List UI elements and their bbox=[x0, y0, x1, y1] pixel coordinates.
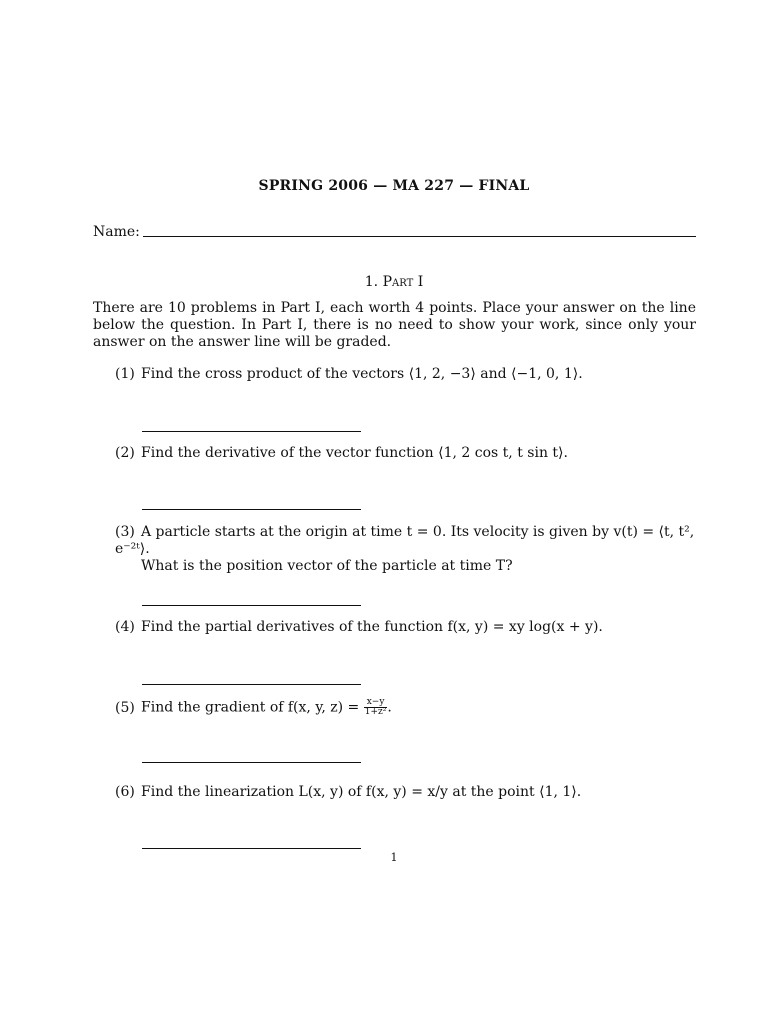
problem-text: Find the derivative of the vector function ⟨1, 2 cos t, t sin t⟩. bbox=[141, 445, 568, 461]
problem-text: Find the linearization L(x, y) of f(x, y) = x/y at the point ⟨1, 1⟩. bbox=[141, 784, 582, 800]
problem-number: (4) bbox=[115, 619, 135, 635]
answer-line-3[interactable] bbox=[142, 605, 361, 606]
problem-text: Find the gradient of f(x, y, z) = bbox=[141, 699, 360, 716]
problem-text-continued: What is the position vector of the particle at time T? bbox=[141, 558, 513, 574]
instructions-paragraph: There are 10 problems in Part I, each worth 4 points. Place your answer on the line below the question. In Part I, there is no need to show your work, since only your answer on the answer line will be graded. bbox=[93, 300, 696, 350]
problem-5 bbox=[115, 698, 700, 717]
problem-3 bbox=[115, 524, 700, 575]
problem-2 bbox=[115, 445, 700, 462]
problem-text-end: . bbox=[387, 699, 392, 716]
problem-text: Find the cross product of the vectors ⟨1, 2, −3⟩ and ⟨−1, 0, 1⟩. bbox=[141, 366, 583, 382]
section-title: Part I bbox=[382, 274, 424, 290]
answer-line-1[interactable] bbox=[142, 431, 361, 432]
problem-number: (6) bbox=[115, 784, 135, 800]
problem-1 bbox=[115, 366, 700, 383]
fraction-numerator: x−y bbox=[364, 698, 388, 708]
problem-text: Find the partial derivatives of the function f(x, y) = xy log(x + y). bbox=[141, 619, 603, 635]
name-answer-line[interactable] bbox=[143, 236, 696, 237]
problem-number: (5) bbox=[115, 699, 135, 716]
answer-line-5[interactable] bbox=[142, 762, 361, 763]
problem-6 bbox=[115, 784, 700, 801]
fraction-denominator: 1+z² bbox=[364, 707, 387, 717]
problem-number: (1) bbox=[115, 366, 135, 382]
name-label: Name: bbox=[93, 224, 140, 240]
exam-title: SPRING 2006 — MA 227 — FINAL bbox=[258, 178, 530, 194]
fraction bbox=[364, 698, 388, 717]
problem-4 bbox=[115, 619, 700, 636]
answer-line-2[interactable] bbox=[142, 509, 361, 510]
section-heading bbox=[0, 274, 768, 290]
answer-line-4[interactable] bbox=[142, 684, 361, 685]
problem-text: A particle starts at the origin at time t = 0. Its velocity is given by v(t) = ⟨t, t², e⁻²ᵗ⟩. bbox=[115, 524, 695, 557]
page-number: 1 bbox=[390, 851, 398, 864]
problem-number: (2) bbox=[115, 445, 135, 461]
problem-number: (3) bbox=[115, 524, 135, 540]
answer-line-6[interactable] bbox=[142, 848, 361, 849]
section-number: 1. bbox=[364, 274, 379, 290]
